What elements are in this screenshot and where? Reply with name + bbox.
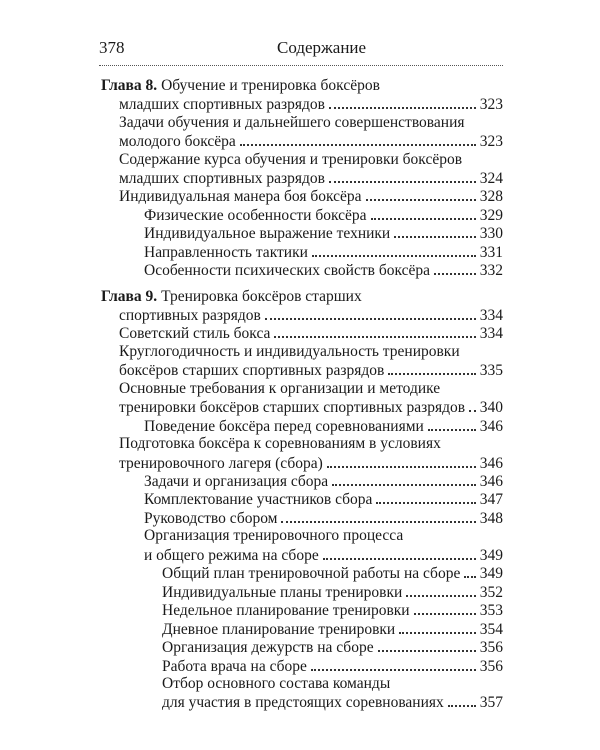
toc-entry-text: тренировки боксёров старших спортивных разрядов (119, 399, 466, 416)
toc-entry-text: Советский стиль бокса (119, 325, 271, 342)
toc-entry (162, 637, 503, 657)
dot-leader (399, 619, 476, 634)
toc-entry (144, 223, 503, 243)
toc-entry-text: Индивидуальное выражение техники (144, 225, 391, 242)
toc-entry (144, 471, 503, 491)
toc-entry-text: Содержание курса обучения и тренировки боксёров (119, 151, 463, 168)
toc-entry (162, 600, 503, 620)
toc-entry (162, 563, 503, 583)
toc-entry-text: Организация дежурств на сборе (162, 639, 374, 656)
toc-entry (144, 508, 503, 528)
toc-entry (119, 360, 503, 380)
toc-entry (119, 323, 503, 343)
toc-entry-text: Поведение боксёра перед соревнованиями (144, 418, 424, 435)
toc-entry (144, 489, 503, 509)
toc-entry (144, 205, 503, 225)
toc-entry-text (101, 76, 380, 96)
toc-entry (144, 416, 503, 436)
toc-entry (162, 692, 503, 712)
toc-page-number: 349 (479, 565, 503, 582)
page-header (99, 36, 503, 60)
toc-page-number: 356 (479, 639, 503, 656)
toc-page-number: 323 (479, 133, 503, 150)
toc-page-number: 328 (479, 188, 503, 205)
toc-entry-text: Задачи и организация сбора (144, 473, 329, 490)
dot-leader (329, 94, 476, 109)
toc-page-number: 346 (479, 455, 503, 472)
dot-leader (469, 397, 476, 412)
toc-entry-text: Направленность тактики (144, 244, 308, 261)
chapter-title: Тренировка боксёров старших (157, 288, 362, 305)
toc-entry-text: Задачи обучения и дальнейшего совершенствования (119, 114, 465, 131)
toc-entry-text: тренировочного лагеря (сбора) (119, 455, 323, 472)
toc-page-number: 324 (479, 170, 503, 187)
dot-leader (240, 131, 476, 146)
toc-entry-text: и общего режима на сборе (144, 547, 319, 564)
toc-entry-text: боксёров старших спортивных разрядов (119, 362, 385, 379)
dot-leader (394, 223, 476, 238)
dot-leader (376, 489, 475, 504)
toc-page-number: 347 (479, 491, 503, 508)
header-divider (99, 65, 503, 66)
toc-page-number: 330 (479, 225, 503, 242)
toc-entry (119, 113, 465, 133)
dot-leader (311, 656, 476, 671)
toc-entry-text: Руководство сбором (144, 510, 278, 527)
chapter-title: Обучение и тренировка боксёров (157, 77, 380, 94)
dot-leader (371, 205, 476, 220)
toc-entry (119, 186, 503, 206)
toc-entry (119, 168, 503, 188)
toc-entry-text: Комплектование участников сбора (144, 491, 373, 508)
dot-leader (366, 186, 476, 201)
toc-entry-text: Подготовка боксёра к соревнованиям в условиях (119, 435, 441, 452)
toc-entry-text: Индивидуальная манера боя боксёра (119, 188, 362, 205)
toc-entry (162, 674, 390, 694)
dot-leader (378, 637, 476, 652)
dot-leader (312, 242, 476, 257)
dot-leader (434, 260, 476, 275)
toc-page-number: 334 (479, 325, 503, 342)
toc-entry (119, 397, 503, 417)
dot-leader (448, 692, 476, 707)
toc-entry-text: Дневное планирование тренировки (162, 621, 396, 638)
toc-page-number: 353 (479, 602, 503, 619)
toc-entry-text: молодого боксёра (119, 133, 236, 150)
dot-leader (323, 545, 476, 560)
toc-entry-text: младших спортивных разрядов (119, 96, 325, 113)
toc-page-number: 335 (479, 362, 503, 379)
toc-entry-text: Особенности психических свойств боксёра (144, 262, 430, 279)
dot-leader (332, 471, 476, 486)
toc-entry-text (101, 287, 362, 307)
toc-page-number: 329 (479, 207, 503, 224)
toc-entry (144, 545, 503, 565)
toc-entry (144, 260, 503, 280)
toc-page-number: 323 (479, 96, 503, 113)
toc-page-number: 340 (479, 399, 503, 416)
toc-entry-text: для участия в предстоящих соревнованиях (162, 694, 444, 711)
toc-entry-text: Организация тренировочного процесса (144, 527, 404, 544)
dot-leader (428, 416, 476, 431)
toc-entry-text: Общий план тренировочной работы на сборе (162, 565, 461, 582)
toc-entry-text: Отбор основного состава команды (162, 675, 391, 692)
toc-entry (119, 434, 441, 454)
dot-leader (265, 305, 476, 320)
toc-entry (162, 619, 503, 639)
toc-page-number: 331 (479, 244, 503, 261)
toc-entry (119, 94, 503, 114)
toc-page-number: 356 (479, 658, 503, 675)
toc-entry (144, 242, 503, 262)
chapter-label: Глава 8. (101, 77, 158, 94)
dot-leader (329, 168, 476, 183)
toc-page-number: 346 (479, 473, 503, 490)
toc-page-number: 348 (479, 510, 503, 527)
dot-leader (327, 453, 476, 468)
toc-page-number: 334 (479, 307, 503, 324)
toc-entry (119, 305, 503, 325)
dot-leader (274, 323, 475, 338)
toc-entry (119, 150, 462, 170)
toc-entry-text: Недельное планирование тренировки (162, 602, 410, 619)
toc-page-number: 346 (479, 418, 503, 435)
toc-page-number: 354 (479, 621, 503, 638)
toc-entry (144, 526, 403, 546)
toc-entry (119, 453, 503, 473)
toc-entry-text: Индивидуальные планы тренировки (162, 584, 403, 601)
toc-page-number: 352 (479, 584, 503, 601)
toc-entry-text: Основные требования к организации и методике (119, 380, 441, 397)
dot-leader (281, 508, 475, 523)
dot-leader (388, 360, 475, 375)
toc-entry-text: спортивных разрядов (119, 307, 261, 324)
toc-entry-text: младших спортивных разрядов (119, 170, 325, 187)
chapter-label: Глава 9. (101, 288, 158, 305)
toc-entry (119, 379, 440, 399)
toc-entry (162, 582, 503, 602)
dot-leader (464, 563, 475, 578)
toc-page-number: 349 (479, 547, 503, 564)
page-number: 378 (99, 38, 125, 57)
toc-entry (101, 76, 380, 96)
toc-entry-text: Круглогодичность и индивидуальность тренировки (119, 343, 460, 360)
dot-leader (406, 582, 475, 597)
toc-page-number: 357 (479, 694, 503, 711)
toc-entry (162, 656, 503, 676)
toc-page-number: 332 (479, 262, 503, 279)
toc-entry-text: Работа врача на сборе (162, 658, 307, 675)
toc-entry (101, 287, 362, 307)
toc-entry-text: Физические особенности боксёра (144, 207, 367, 224)
running-title: Содержание (277, 38, 367, 57)
dot-leader (414, 600, 476, 615)
toc-entry (119, 131, 503, 151)
toc-entry (119, 342, 460, 362)
